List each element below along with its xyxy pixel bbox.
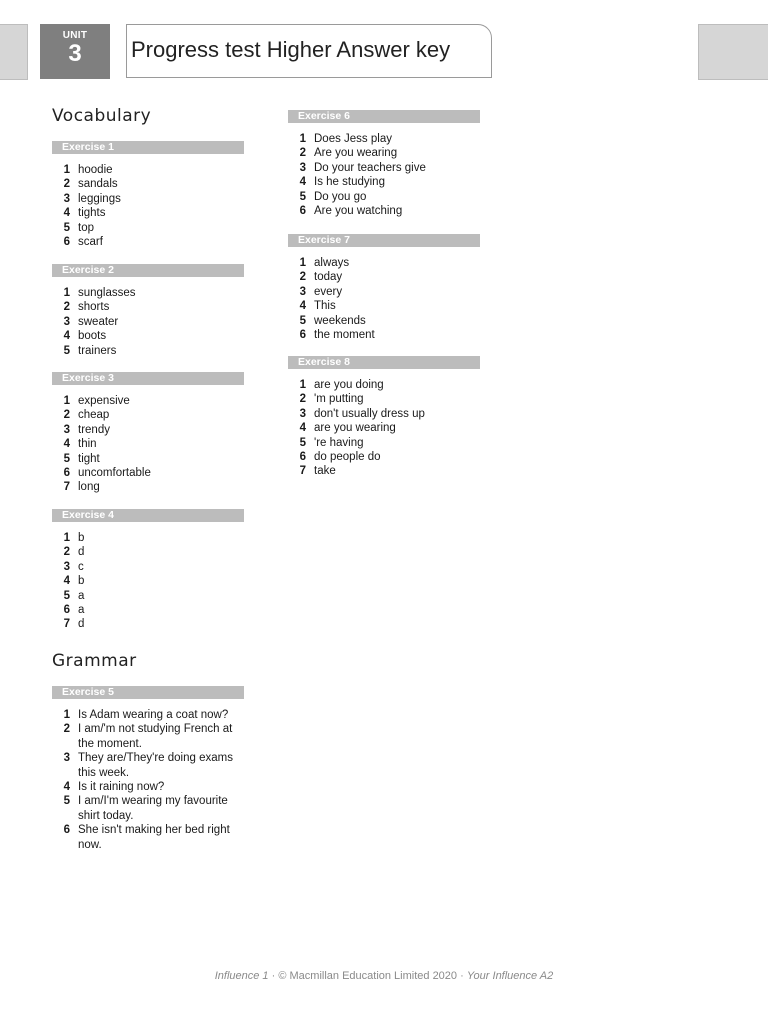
answer-number: 1	[63, 709, 70, 721]
exercise-7-list	[288, 256, 488, 342]
answer-item	[52, 466, 252, 480]
answer-item	[52, 344, 252, 358]
answer-text: b	[78, 532, 85, 544]
answer-number: 6	[63, 604, 70, 617]
answer-number: 2	[299, 393, 306, 406]
answer-number: 7	[299, 465, 306, 478]
answer-item	[288, 436, 488, 450]
answer-text: d	[78, 546, 85, 559]
answer-item	[52, 408, 252, 422]
answer-item	[52, 722, 252, 751]
answer-number: 2	[63, 178, 70, 191]
answer-item	[52, 617, 252, 631]
answer-text: trainers	[78, 344, 117, 357]
answer-item	[288, 421, 488, 435]
answer-number: 5	[63, 452, 70, 465]
answer-number: 2	[63, 723, 70, 736]
answer-item	[288, 392, 488, 406]
exercise-1-list	[52, 163, 252, 249]
answer-item	[52, 192, 252, 206]
answer-text: take	[314, 465, 336, 478]
answer-number: 1	[299, 133, 306, 145]
exercise-6-header: Exercise 6	[288, 110, 480, 123]
answer-item	[52, 315, 252, 329]
answer-text: This	[314, 300, 336, 313]
answer-number: 3	[63, 315, 70, 328]
answer-item	[288, 328, 488, 342]
exercise-4-header: Exercise 4	[52, 509, 244, 522]
answer-number: 6	[299, 329, 306, 342]
answer-number: 1	[63, 164, 70, 176]
answer-text: She isn't making her bed right now.	[78, 824, 230, 851]
answer-text: I am/I'm wearing my favourite shirt today.	[78, 795, 228, 822]
answer-number: 5	[63, 589, 70, 602]
answer-number: 4	[63, 330, 70, 343]
answer-item	[288, 204, 488, 218]
answer-number: 4	[299, 300, 306, 313]
answer-item	[288, 270, 488, 284]
answer-text: b	[78, 575, 85, 588]
answer-text: uncomfortable	[78, 467, 151, 480]
answer-item	[288, 314, 488, 328]
answer-item	[52, 452, 252, 466]
exercise-1-header: Exercise 1	[52, 141, 244, 154]
answer-number: 4	[63, 575, 70, 588]
exercise-5-header: Exercise 5	[52, 686, 244, 699]
answer-item	[52, 206, 252, 220]
answer-item	[52, 394, 252, 408]
answer-item	[288, 285, 488, 299]
answer-text: 're having	[314, 436, 364, 449]
answer-text: are you wearing	[314, 422, 396, 435]
answer-number: 5	[63, 795, 70, 808]
answer-number: 6	[299, 451, 306, 464]
answer-text: tight	[78, 452, 100, 465]
answer-text: top	[78, 221, 94, 234]
answer-number: 6	[63, 467, 70, 480]
answer-number: 5	[63, 221, 70, 234]
answer-text: scarf	[78, 236, 103, 249]
answer-text: c	[78, 560, 84, 573]
answer-item	[52, 780, 252, 794]
answer-text: thin	[78, 438, 97, 451]
exercise-6-list	[288, 132, 488, 218]
answer-item	[288, 175, 488, 189]
answer-text: trendy	[78, 423, 110, 436]
answer-item	[52, 708, 252, 722]
answer-text: don't usually dress up	[314, 407, 425, 420]
answer-item	[288, 132, 488, 146]
answer-number: 1	[63, 395, 70, 407]
section-heading-grammar: Grammar	[52, 651, 137, 671]
page-tab-left	[0, 24, 28, 80]
exercise-8-header: Exercise 8	[288, 356, 480, 369]
answer-text: tights	[78, 207, 106, 220]
answer-text: Is Adam wearing a coat now?	[78, 709, 229, 721]
answer-item	[52, 589, 252, 603]
footer	[0, 970, 768, 982]
answer-text: Do you go	[314, 190, 367, 203]
answer-number: 7	[63, 481, 70, 494]
answer-number: 3	[63, 423, 70, 436]
answer-number: 2	[63, 546, 70, 559]
answer-item	[52, 574, 252, 588]
answer-item	[52, 603, 252, 617]
answer-text: Do your teachers give	[314, 161, 426, 174]
answer-text: today	[314, 271, 343, 284]
answer-text: Are you wearing	[314, 147, 398, 160]
answer-item	[52, 480, 252, 494]
answer-number: 2	[299, 271, 306, 284]
answer-number: 3	[63, 560, 70, 573]
answer-number: 2	[63, 409, 70, 422]
exercise-2-list	[52, 286, 252, 358]
footer-separator: ·	[457, 970, 467, 982]
answer-item	[288, 190, 488, 204]
answer-item	[288, 256, 488, 270]
answer-number: 2	[63, 301, 70, 314]
unit-badge	[40, 24, 110, 79]
answer-item	[52, 437, 252, 451]
exercise-3-header: Exercise 3	[52, 372, 244, 385]
answer-number: 1	[299, 257, 306, 269]
answer-text: Does Jess play	[314, 133, 392, 145]
footer-copyright: © Macmillan Education Limited 2020	[278, 970, 458, 982]
answer-number: 3	[299, 285, 306, 298]
answer-item	[52, 823, 252, 852]
title-box	[126, 24, 492, 78]
footer-edition: Your Influence A2	[466, 970, 554, 982]
answer-text: weekends	[314, 314, 366, 327]
answer-text: leggings	[78, 192, 121, 205]
unit-label: UNIT	[62, 30, 88, 41]
page-tab-right	[698, 24, 768, 80]
answer-text: a	[78, 604, 85, 617]
answer-text: shorts	[78, 301, 110, 314]
answer-number: 2	[299, 147, 306, 160]
answer-item	[52, 794, 252, 823]
answer-text: I am/'m not studying French at the moment.	[78, 723, 233, 750]
answer-text: They are/They're doing exams this week.	[78, 752, 233, 779]
answer-number: 6	[63, 236, 70, 249]
answer-text: Are you watching	[314, 205, 403, 218]
answer-text: hoodie	[78, 164, 113, 176]
exercise-4-list	[52, 531, 252, 632]
answer-text: the moment	[314, 329, 375, 342]
unit-number: 3	[68, 40, 82, 67]
exercise-2-header: Exercise 2	[52, 264, 244, 277]
answer-number: 4	[299, 176, 306, 189]
answer-text: are you doing	[314, 379, 384, 391]
answer-item	[288, 450, 488, 464]
answer-item	[52, 286, 252, 300]
answer-number: 4	[63, 207, 70, 220]
answer-text: sandals	[78, 178, 118, 191]
answer-text: a	[78, 589, 85, 602]
answer-number: 1	[299, 379, 306, 391]
answer-number: 4	[299, 422, 306, 435]
answer-item	[52, 177, 252, 191]
answer-item	[288, 464, 488, 478]
answer-number: 3	[63, 192, 70, 205]
exercise-3-list	[52, 394, 252, 495]
answer-item	[288, 407, 488, 421]
page-title: Progress test Higher Answer key	[131, 37, 451, 62]
answer-number: 1	[63, 287, 70, 299]
answer-text: long	[78, 481, 100, 494]
answer-number: 7	[63, 618, 70, 631]
answer-text: every	[314, 285, 343, 298]
answer-text: boots	[78, 330, 107, 343]
answer-item	[52, 221, 252, 235]
exercise-8-list	[288, 378, 488, 479]
exercise-7-header: Exercise 7	[288, 234, 480, 247]
answer-text: expensive	[78, 395, 130, 407]
answer-text: sunglasses	[78, 287, 136, 299]
answer-item	[52, 560, 252, 574]
answer-number: 3	[63, 752, 70, 765]
answer-item	[52, 545, 252, 559]
answer-number: 4	[63, 438, 70, 451]
answer-number: 5	[299, 314, 306, 327]
answer-number: 6	[299, 205, 306, 218]
answer-number: 4	[63, 781, 70, 794]
answer-text: sweater	[78, 315, 119, 328]
answer-item	[52, 329, 252, 343]
answer-item	[52, 531, 252, 545]
answer-text: d	[78, 618, 85, 631]
answer-number: 5	[299, 190, 306, 203]
answer-text: Is it raining now?	[78, 781, 165, 794]
answer-text: 'm putting	[314, 393, 364, 406]
answer-item	[52, 163, 252, 177]
section-heading-vocabulary: Vocabulary	[52, 106, 152, 126]
answer-number: 3	[299, 161, 306, 174]
answer-text: cheap	[78, 409, 110, 422]
answer-text: do people do	[314, 451, 381, 464]
answer-item	[288, 299, 488, 313]
footer-separator: ·	[268, 970, 279, 982]
answer-item	[52, 423, 252, 437]
answer-number: 5	[299, 436, 306, 449]
answer-item	[52, 300, 252, 314]
answer-number: 1	[63, 532, 70, 544]
answer-item	[288, 378, 488, 392]
answer-item	[52, 235, 252, 249]
answer-text: always	[314, 257, 350, 269]
answer-text: Is he studying	[314, 176, 385, 189]
answer-item	[288, 146, 488, 160]
exercise-5-list	[52, 708, 252, 852]
answer-item	[288, 161, 488, 175]
answer-item	[52, 751, 252, 780]
answer-number: 5	[63, 344, 70, 357]
footer-course: Influence 1	[214, 970, 269, 982]
answer-number: 6	[63, 824, 70, 837]
answer-number: 3	[299, 407, 306, 420]
